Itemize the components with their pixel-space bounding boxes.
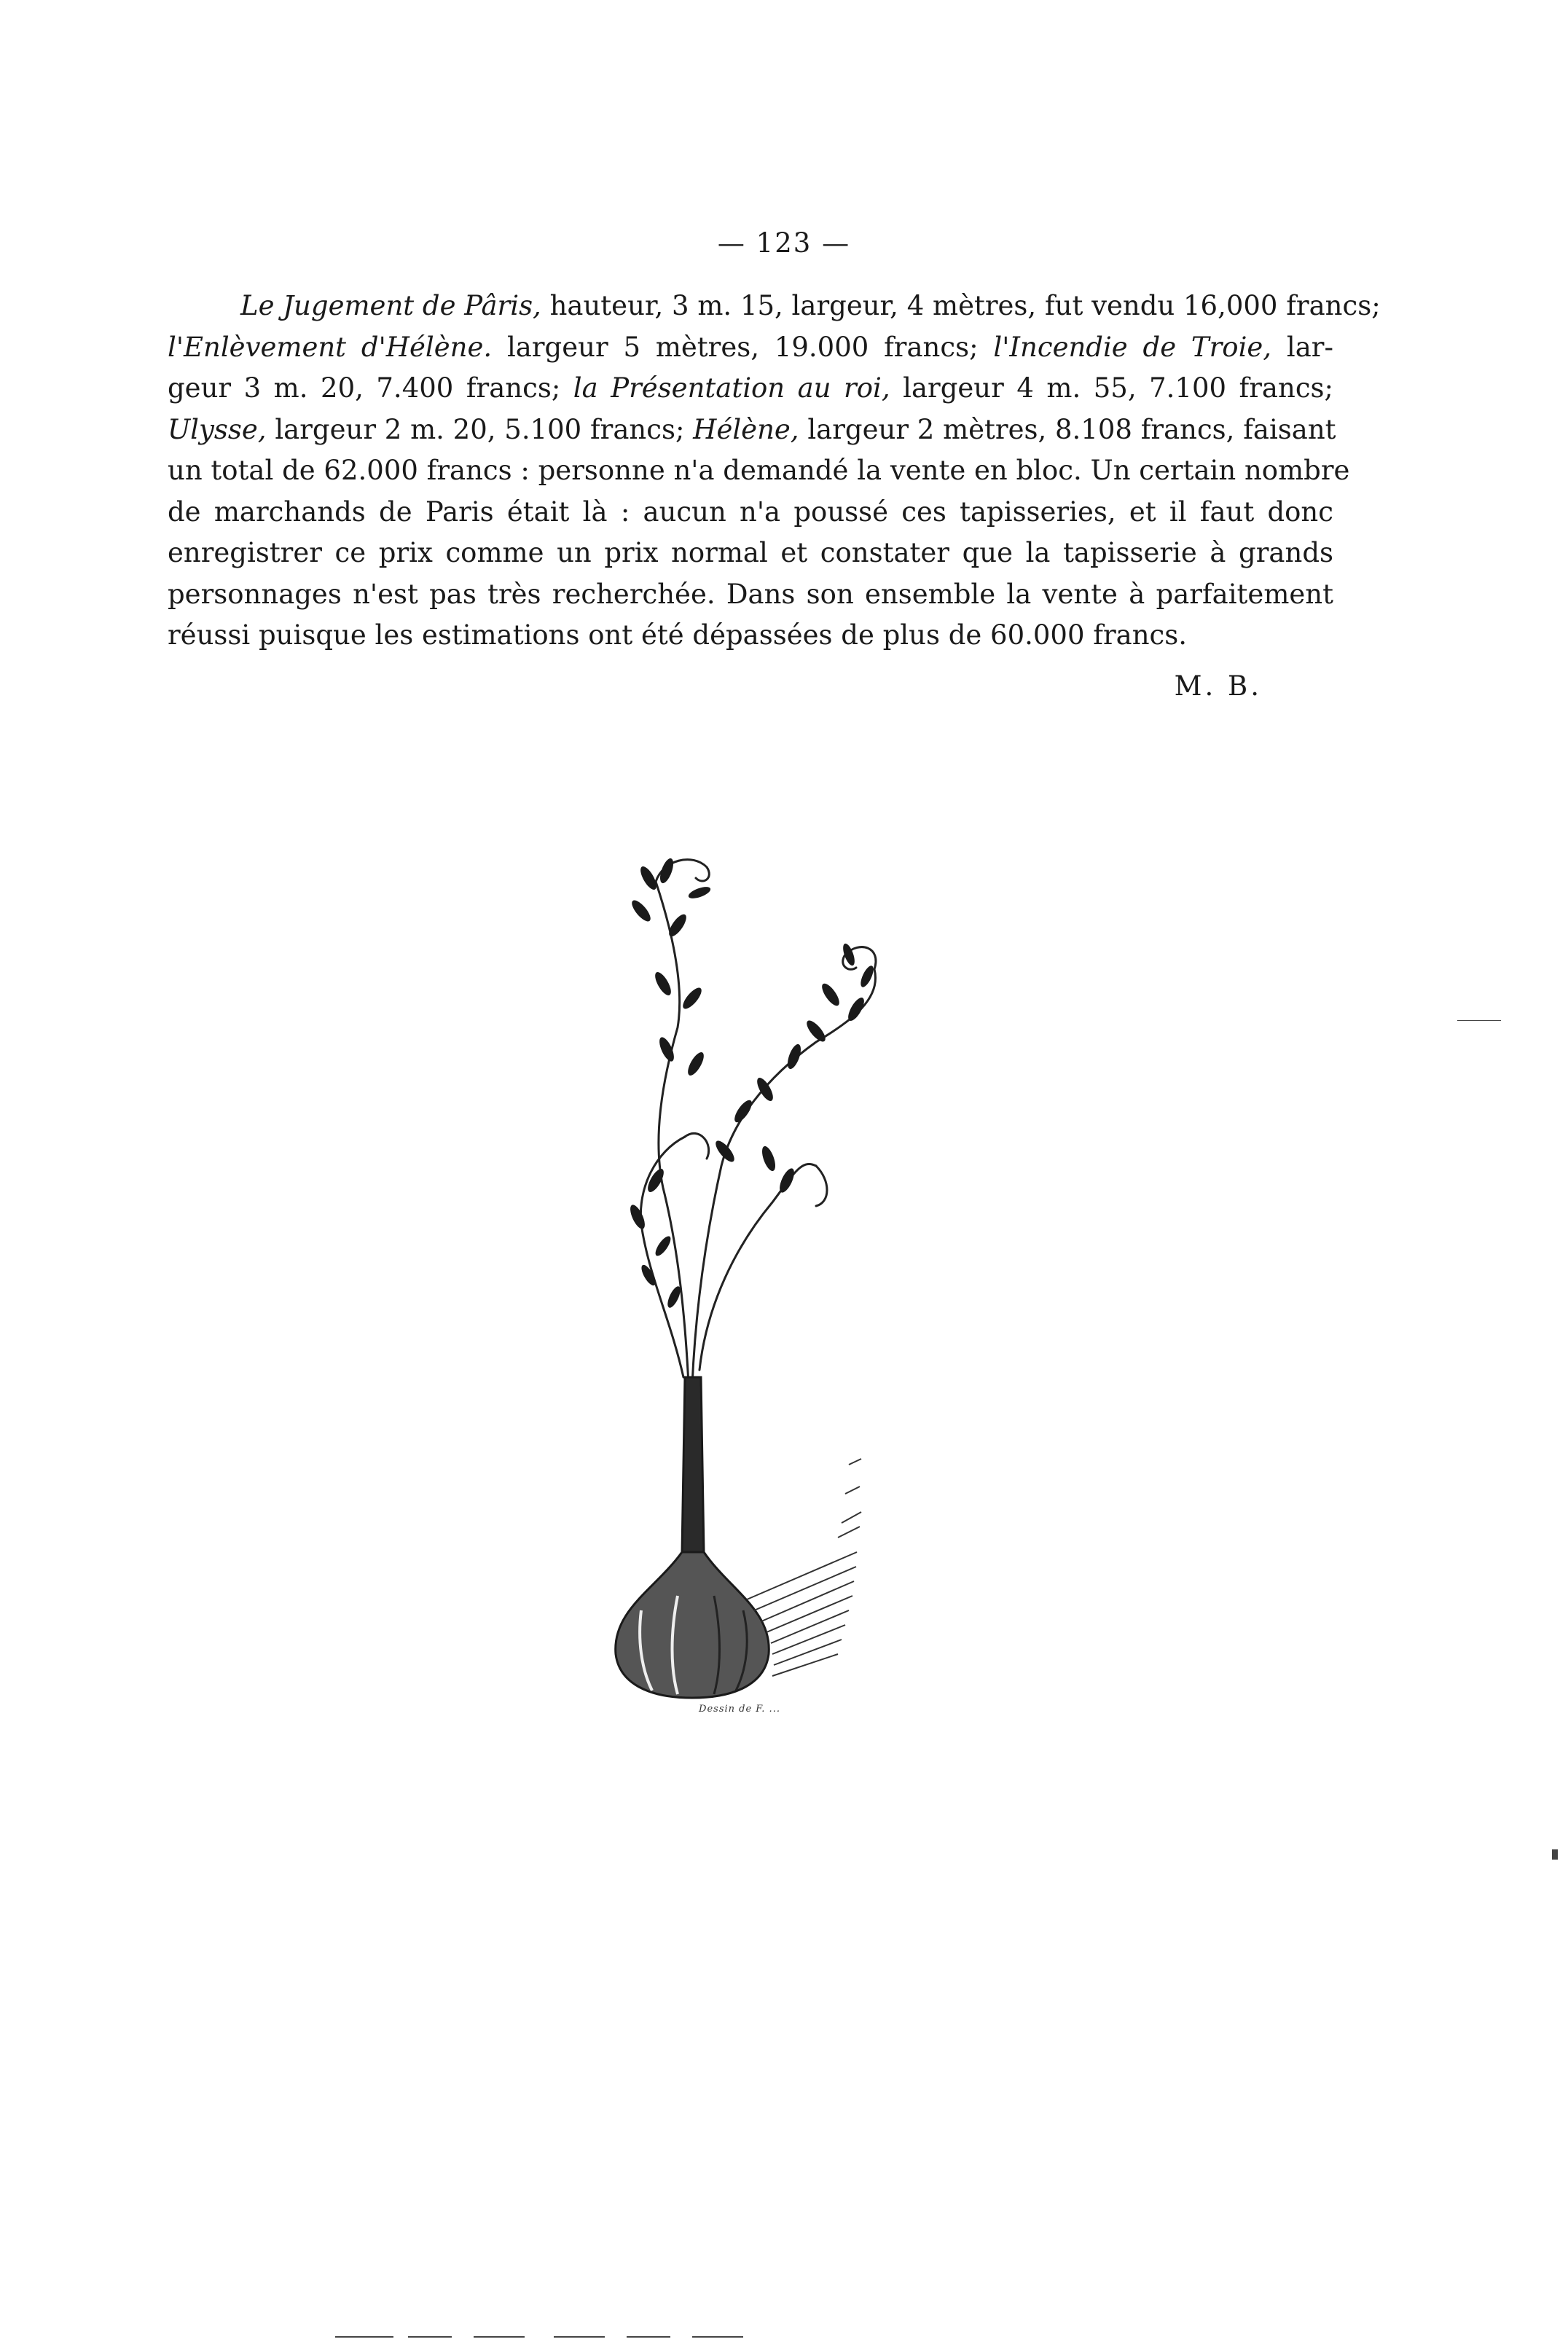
text-run: personnages n'est pas très recherchée. Dans son ensemble la vente à parfaitement [168, 578, 1333, 610]
scan-artifact [692, 2336, 743, 2338]
page-number: — 123 — [717, 227, 851, 259]
text-run: un total de 62.000 francs : personne n'a demandé la vente en bloc. Un certain nombre [168, 455, 1350, 486]
text-line [168, 286, 1381, 327]
vase-neck [682, 1377, 704, 1552]
signature: M. B. [1174, 670, 1262, 702]
vine-leaf [759, 1145, 777, 1173]
italic-title: l'Enlèvement d'Hélène. [168, 331, 493, 363]
vase-illustration [597, 838, 903, 1734]
scan-artifact [1457, 1020, 1501, 1021]
italic-title: l'Incendie de Troie, [993, 331, 1272, 363]
scan-artifact [335, 2336, 393, 2338]
vine-leaf [777, 1167, 797, 1195]
italic-title: Hélène, [693, 413, 799, 445]
vine-stem [656, 882, 689, 1384]
scan-artifact [408, 2336, 452, 2338]
vine-leaf [653, 1234, 673, 1258]
vine-leaf [845, 995, 867, 1023]
text-line [168, 533, 1333, 574]
italic-title: la Présentation au roi, [573, 372, 890, 404]
article-paragraph [168, 286, 1381, 657]
text-line [168, 368, 1333, 410]
vine-leaf [785, 1043, 803, 1071]
vine-leaf [627, 1203, 648, 1231]
text-line [168, 450, 1350, 492]
text-line [168, 410, 1336, 451]
text-run: geur 3 m. 20, 7.400 francs; [168, 372, 573, 404]
vine-leaf [685, 1050, 707, 1078]
vine-leaf [639, 1263, 658, 1288]
text-line [168, 327, 1333, 369]
text-run: enregistrer ce prix comme un prix normal et constater que la tapisserie à grands [168, 537, 1333, 568]
illustration-caption: Dessin de F. ... [699, 1704, 780, 1715]
vine-leaf [713, 1138, 737, 1165]
scan-artifact [474, 2336, 525, 2338]
text-line [168, 492, 1333, 533]
vine-leaf [629, 898, 654, 925]
italic-title: Le Jugement de Pâris, [240, 290, 541, 321]
vine-leaf [819, 981, 842, 1008]
vine-leaf [652, 970, 674, 998]
text-run: largeur 2 m. 20, 5.100 francs; [266, 413, 694, 445]
vine-leaf [732, 1097, 755, 1125]
text-run: réussi puisque les estimations ont été dépassées de plus de 60.000 francs. [168, 619, 1188, 651]
text-run: largeur 4 m. 55, 7.100 francs; [890, 372, 1333, 404]
vine-leaf [687, 885, 712, 901]
scan-artifact [627, 2336, 670, 2338]
text-line [168, 574, 1333, 616]
text-run: largeur 5 mètres, 19.000 francs; [492, 331, 994, 363]
vine-stem [699, 1164, 816, 1370]
text-run: de marchands de Paris était là : aucun n'a poussé ces tapisseries, et il faut donc [168, 496, 1333, 528]
vine-leaf [804, 1018, 828, 1045]
text-run: hauteur, 3 m. 15, largeur, 4 mètres, fut vendu 16,000 francs; [541, 290, 1381, 321]
text-line [168, 615, 1333, 657]
text-run: largeur 2 mètres, 8.108 francs, faisant [799, 413, 1336, 445]
vine-leaf [657, 857, 675, 885]
scan-artifact [554, 2336, 605, 2338]
scan-artifact [1552, 1849, 1558, 1860]
italic-title: Ulysse, [168, 413, 267, 445]
vine-leaf [858, 964, 876, 989]
vine-leaf [680, 985, 705, 1012]
text-run: lar- [1271, 331, 1333, 363]
